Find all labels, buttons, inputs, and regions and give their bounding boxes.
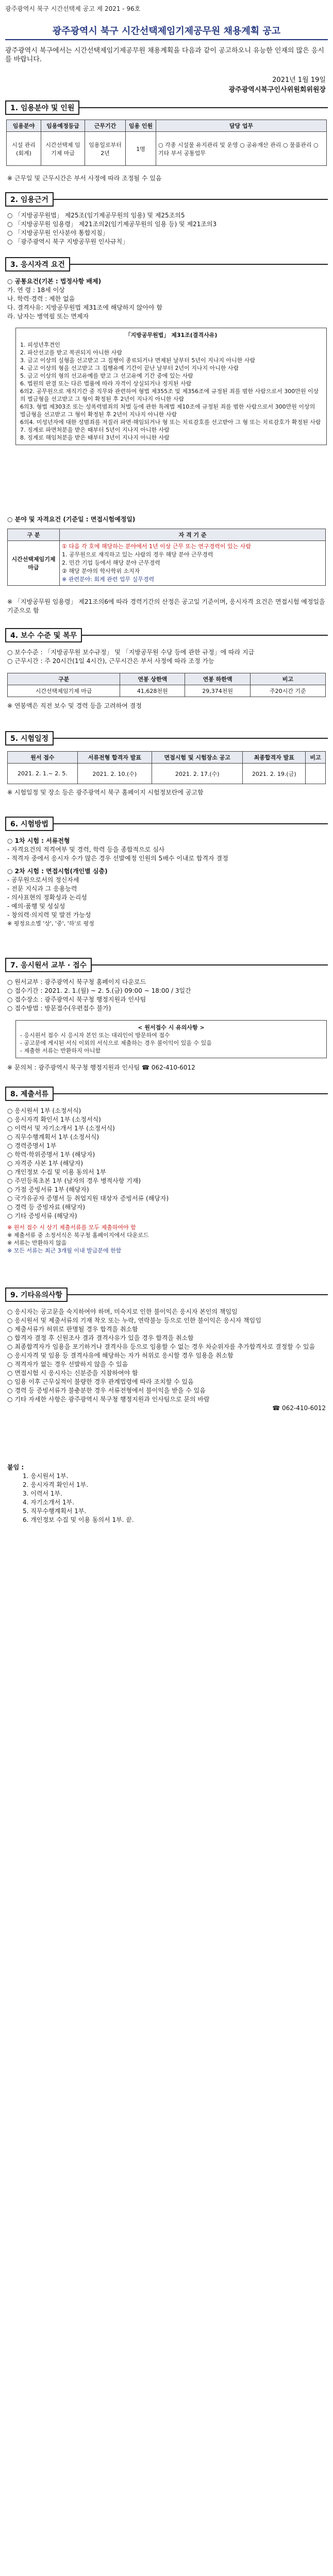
table-cell: 2021. 2. 17.(수) (152, 764, 243, 784)
list-item: ○ 경력 등 증빙자료 (해당자) (7, 1204, 86, 1211)
note: ※ 평정요소별 '상', '중', '하'로 평정 (7, 920, 94, 927)
list-item: 6의3. 형법 제303조 또는 성폭력범죄의 처벌 등에 관한 특례법 제10조에 규정된 죄를 범한 사람으로서 300만원 이상의 벌금형을 선고받고 그 형이 확정된 후 2년이 지나지 아니한 사람 (20, 403, 315, 418)
disqualification-box (15, 328, 327, 445)
attachment-item: 1. 응시원서 1부. (23, 1472, 69, 1480)
list-item: - 공무원으로서의 정신자세 (7, 876, 79, 884)
table-cell: 2021. 2. 1.~ 2. 5. (8, 764, 78, 784)
table-cell: 1명 (126, 132, 156, 166)
table-cell (306, 764, 326, 784)
intro-text: 광주광역시 북구에서는 시간선택제임기제공무원 채용계획을 다음과 같이 공고하오니 유능한 인재의 많은 응시를 바랍니다. (5, 47, 324, 63)
table-header: 근무기간 (85, 120, 126, 132)
section-9-title: 9. 기타유의사항 (5, 1287, 68, 1302)
application-info (7, 978, 326, 1013)
qualification-note: ※ 「지방공무원 임용령」 제21조의6에 따라 경력기간의 산정은 공고일 기준이며, 응시자격 요건은 면접시험 예정일을 기준으로 함 (7, 598, 325, 614)
attachment-item: 6. 개인정보 수집 및 이용 동의서 1부. 끝. (23, 1516, 134, 1523)
specific-title: ○ 분야 및 자격요건 (기준일 : 면접시험예정일) (7, 516, 136, 523)
subheading: ○ 2차 시험 : 면접시험(개인별 심층) (7, 868, 108, 875)
note: ※ 모든 서류는 최근 3개월 이내 발급분에 한함 (7, 1247, 122, 1254)
list-item: ○ 최종합격자가 임용을 포기하거나 결격사유 등으로 임용할 수 없는 경우 차순위자를 추가합격자로 결정할 수 있음 (7, 1343, 315, 1350)
list-item: 4. 금고 이상의 형을 선고받고 그 집행유예 기간이 끝난 날부터 2년이 지나지 아니한 사람 (20, 365, 239, 371)
table-header: 원서 접수 (8, 752, 78, 764)
list-item: ○ 개인정보 수집 및 이용 동의서 1부 (7, 1168, 106, 1176)
list-item: - 적격자 중에서 응시자 수가 많은 경우 선발예정 인원의 5배수 이내로 합격자 결정 (7, 855, 228, 862)
list-item: ○ 접수기간 : 2021. 2. 1.(월) ~ 2. 5.(금) 09:00 ~ 18:00 / 3일간 (7, 987, 191, 994)
list-item: ② 해당 분야의 학사학위 소지자 (62, 568, 140, 574)
qualification-table (7, 529, 326, 586)
list-item: ○ 주민등록초본 1부 (남자의 경우 병적사항 기재) (7, 1177, 141, 1184)
table-header: 서류전형 합격자 발표 (77, 752, 152, 764)
table-cell: 주20시간 기준 (250, 685, 325, 697)
list-item: 5. 금고 이상의 형의 선고유예를 받고 그 선고유예 기간 중에 있는 사람 (20, 372, 193, 379)
list-item: ○ 임용 이후 근무실적이 불량한 경우 관계법령에 따라 조치할 수 있음 (7, 1378, 194, 1385)
list-item: ○ 응시원서 및 제출서류의 기재 착오 또는 누락, 연락불능 등으로 인한 불이익은 응시자 책임임 (7, 1317, 261, 1324)
section-rule (54, 738, 328, 739)
list-item: 8. 징계로 해임처분을 받은 때부터 3년이 지나지 아니한 사람 (20, 434, 170, 441)
list-item: ○ 접수방법 : 방문접수(우편접수 불가) (7, 1005, 111, 1012)
pay-table (7, 673, 326, 697)
list-item: ○ 기타 증빙서류 (해당자) (7, 1212, 77, 1219)
list-item: 1. 피성년후견인 (20, 342, 60, 348)
list-item: ○ 국가유공자 증명서 등 취업지원 대상자 증빙서류 (해당자) (7, 1195, 169, 1202)
section-7-header (5, 958, 328, 972)
section-rule (92, 964, 328, 965)
list-item: 다. 결격사유: 지방공무원법 제31조에 해당하지 않아야 함 (7, 304, 163, 311)
section-3-header (5, 258, 328, 271)
contact: ※ 문의처 : 광주광역시 북구청 행정지원과 인사팀 ☎ 062-410-6012 (7, 1064, 195, 1071)
table-header: 비고 (250, 673, 325, 685)
table-header: 비고 (306, 752, 326, 764)
table-cell: 41,628천원 (120, 685, 185, 697)
document-list (7, 1107, 326, 1255)
note: ※ 제출서류 중 소정서식은 북구청 홈페이지에서 다운로드 (7, 1232, 149, 1239)
box-title: < 원서접수 시 유의사항 > (138, 1024, 205, 1031)
list-item: ○ 응시자격 확인서 1부 (소정서식) (7, 1116, 101, 1123)
list-item: 라. 남자는 병역필 또는 면제자 (7, 313, 89, 320)
list-item: 가. 연 령 : 18세 이상 (7, 286, 65, 294)
section-rule (70, 264, 328, 265)
list-item: ○ 경력 등 증빙서류가 불충분한 경우 서류전형에서 불이익을 받을 수 있음 (7, 1387, 206, 1394)
list-item: 2. 민간 기업 등에서 해당 분야 근무경력 (62, 560, 160, 566)
attachment-item: 5. 직무수행계획서 1부. (23, 1507, 87, 1515)
section-6-header (5, 817, 328, 831)
issuer: 광주광역시북구인사위원회위원장 (228, 86, 326, 94)
list-item: - 응시원서 접수 시 응시자 본인 또는 대리인이 방문하여 접수 (20, 1032, 170, 1039)
list-item: ○ 「지방공무원 인사분야 통합지침」 (7, 229, 109, 236)
list-item: ① 다음 각 호에 해당하는 분야에서 1년 이상 근무 또는 연구경력이 있는 사람 (62, 543, 251, 550)
list-item: 6의4. 미성년자에 대한 성범죄를 저질러 파면·해임되거나 형 또는 치료감호를 선고받아 그 형 또는 치료감호가 확정된 사람 (20, 419, 321, 426)
issue-date: 2021년 1월 19일 (272, 76, 326, 84)
table-header: 최종합격자 발표 (243, 752, 306, 764)
box-title: 「지방공무원법」 제31조(결격사유) (125, 332, 218, 338)
section-rule (54, 823, 328, 824)
list-item: 1. 공무원으로 재직하고 있는 사람의 경우 해당 분야 근무경력 (62, 551, 213, 558)
subheading: ○ 공통요건(기본 : 법정사항 배제) (7, 278, 102, 285)
table-cell: 시간선택제임기제 마급 (8, 685, 120, 697)
table-header: 면접시험 및 시험장소 공고 (152, 752, 243, 764)
attachment-item: 2. 응시자격 확인서 1부. (23, 1481, 89, 1488)
section-8-header (5, 1087, 328, 1100)
table-cell: 시설 관리 (회계) (7, 132, 41, 166)
page-title: 광주광역시 북구 시간선택제임기제공무원 채용계획 공고 (52, 26, 281, 37)
list-item: ○ 원서교부 : 광주광역시 북구청 홈페이지 다운로드 (7, 978, 146, 986)
list-item: ○ 면접시험 시 응시자는 신분증을 지참하여야 함 (7, 1369, 138, 1377)
list-item: - 자격요건의 적격여부 및 경력, 학력 등을 종합적으로 심사 (7, 846, 165, 853)
notice-number: 광주광역시 북구 시간선택제 공고 제 2021 - 96호 (5, 5, 141, 12)
list-item: ○ 적격자가 없는 경우 선발하지 않을 수 있음 (7, 1361, 128, 1368)
table-cell: 임용일로부터 2년 (85, 132, 126, 166)
section-rule (68, 1294, 328, 1295)
pay-text (7, 648, 326, 666)
table-cell: 2021. 2. 19.(금) (243, 764, 306, 784)
table-cell: 29,374천원 (185, 685, 250, 697)
table-header: 연봉 상한액 (120, 673, 185, 685)
section-7-title: 7. 응시원서 교부 · 접수 (5, 958, 92, 972)
section-4-title: 4. 보수 수준 및 복무 (5, 628, 82, 642)
section-rule (54, 1093, 328, 1094)
table-cell (60, 541, 326, 586)
list-item: - 전문 지식과 그 응용능력 (7, 885, 77, 892)
list-item: - 창의력·의지력 및 발전 가능성 (7, 911, 91, 919)
list-item: ○ 제출서류가 허위로 판명될 경우 합격을 취소함 (7, 1326, 138, 1333)
issue-block (229, 75, 326, 95)
title-divider (5, 39, 328, 40)
basis-list (7, 211, 326, 246)
attachments-title: 붙임 : (7, 1464, 24, 1471)
list-item: ○ 「광주광역시 북구 지방공무원 인사규칙」 (7, 238, 129, 245)
table-header: 구 분 (8, 529, 60, 541)
section-2-title: 2. 임용근거 (5, 192, 54, 207)
list-item: ○ 응시원서 1부 (소정서식) (7, 1107, 81, 1114)
section-8-title: 8. 제출서류 (5, 1087, 54, 1101)
note: ※ 원서 접수 시 상기 제출서류를 모두 제출하여야 함 (7, 1224, 136, 1231)
list-item: ○ 학력·학위증명서 1부 (해당자) (7, 1151, 95, 1158)
application-caution-box (15, 1020, 327, 1058)
list-item: ○ 「지방공무원 임용령」 제21조의2(임기제공무원의 임용 등) 및 제21조의3 (7, 221, 217, 228)
caution-list (7, 1308, 326, 1413)
list-item: ○ 가점 증빙서류 1부 (해당자) (7, 1186, 89, 1193)
list-item: ○ 응시자는 공고문을 숙지하여야 하며, 미숙지로 인한 불이익은 응시자 본인의 책임임 (7, 1308, 238, 1315)
list-item: ○ 직무수행계획서 1부 (소정서식) (7, 1133, 99, 1141)
list-item: ○ 기타 자세한 사항은 광주광역시 북구청 행정지원과 인사팀으로 문의 바람 (7, 1396, 210, 1403)
list-item: 3. 금고 이상의 실형을 선고받고 그 집행이 종료되거나 면제된 날부터 5년이 지나지 아니한 사람 (20, 357, 256, 364)
table-header: 자 격 기 준 (60, 529, 326, 541)
attachment-item: 3. 이력서 1부. (23, 1490, 62, 1497)
list-item: - 공고문에 게시된 서식 이외의 서식으로 제출하는 경우 불이익이 있을 수 있음 (20, 1040, 212, 1046)
section-1-title: 1. 임용분야 및 인원 (5, 100, 79, 115)
table-cell: 2021. 2. 10.(수) (77, 764, 152, 784)
exam-method (7, 837, 326, 927)
recruit-table (6, 120, 327, 166)
list-item: ○ 합격자 결정 후 신원조사 결과 결격사유가 있을 경우 합격을 취소함 (7, 1334, 194, 1342)
list-item: ○ 근무시간 : 주 20시간(1일 4시간), 근무시간은 부서 사정에 따라 조정 가능 (7, 657, 214, 665)
schedule-table (7, 751, 326, 784)
section-rule (54, 199, 328, 200)
table-header: 임용 인원 (126, 120, 156, 132)
table-note: ※ 근무일 및 근무시간은 부서 사정에 따라 조정될 수 있음 (7, 175, 162, 182)
contact-phone: ☎ 062-410-6012 (272, 1404, 326, 1412)
section-3-title: 3. 응시자격 요건 (5, 257, 70, 272)
table-header: 구분 (8, 673, 120, 685)
table-cell: ○ 각종 시설물 유지관리 및 운영 ○ 공유재산 관리 ○ 물품관리 ○ 기타 부서 공통업무 (156, 132, 327, 166)
list-item: ※ 관련분야: 회계 관련 업무 실무경력 (62, 576, 155, 583)
list-item: ○ 「지방공무원법」 제25조(임기제공무원의 임용) 및 제25조의5 (7, 212, 185, 219)
list-item: 2. 파산선고를 받고 복권되지 아니한 사람 (20, 349, 122, 356)
schedule-note: ※ 시험일정 및 장소 등은 광주광역시 북구 홈페이지 시험정보란에 공고함 (7, 789, 204, 796)
section-9-header (5, 1288, 328, 1301)
list-item: ○ 접수장소 : 광주광역시 북구청 행정지원과 인사팀 (7, 996, 146, 1003)
table-cell: 시간선택제 임기제 마급 (41, 132, 85, 166)
list-item: ○ 응시자격 및 임용 등 결격사유에 해당하는 자가 허위로 응시할 경우 임용을 취소함 (7, 1352, 234, 1359)
section-5-header (5, 732, 328, 745)
section-5-title: 5. 시험일정 (5, 731, 54, 745)
list-item: ○ 이력서 및 자기소개서 1부 (소정서식) (7, 1125, 115, 1132)
list-item: 나. 학력·경력 : 제한 없음 (7, 295, 75, 302)
common-requirements (7, 277, 326, 321)
list-item: 6의2. 공무원으로 재직기간 중 직무와 관련하여 형법 제355조 및 제356조에 규정된 죄를 범한 사람으로서 300만원 이상의 벌금형을 선고받고 그 형이 확정된 후 2년이 지나지 아니한 사람 (20, 388, 319, 402)
section-6-title: 6. 시험방법 (5, 817, 54, 831)
table-header: 임용예정등급 (41, 120, 85, 132)
attachment-item: 4. 자기소개서 1부. (23, 1499, 75, 1506)
list-item: ○ 자격증 사본 1부 (해당자) (7, 1160, 84, 1167)
pay-note: ※ 연봉액은 직전 보수 및 경력 등을 고려하여 결정 (7, 702, 142, 709)
table-header: 임용분야 (7, 120, 41, 132)
list-item: - 예의·품행 및 성실성 (7, 903, 65, 910)
section-rule (79, 107, 328, 108)
section-4-header (5, 629, 328, 642)
list-item: - 의사표현의 정확성과 논리성 (7, 894, 87, 901)
attachments (7, 1463, 326, 1524)
table-header: 담당 업무 (156, 120, 327, 132)
table-cell: 시간선택제임기제 마급 (8, 541, 60, 586)
table-header: 연봉 하한액 (185, 673, 250, 685)
section-rule (82, 635, 328, 636)
list-item: 6. 법원의 판결 또는 다른 법률에 따라 자격이 상실되거나 정지된 사람 (20, 380, 192, 387)
section-1-header (5, 101, 328, 114)
note: ※ 서류는 반환하지 않음 (7, 1240, 67, 1246)
list-item: ○ 보수수준 : 「지방공무원 보수규정」 및 「지방공무원 수당 등에 관한 규정」에 따라 지급 (7, 649, 255, 656)
list-item: 7. 징계로 파면처분을 받은 때부터 5년이 지나지 아니한 사람 (20, 427, 170, 433)
subheading: ○ 1차 시험 : 서류전형 (7, 837, 70, 844)
list-item: ○ 경력증명서 1부 (7, 1142, 57, 1149)
section-2-header (5, 193, 328, 206)
list-item: - 제출한 서류는 반환하지 아니함 (20, 1047, 101, 1054)
